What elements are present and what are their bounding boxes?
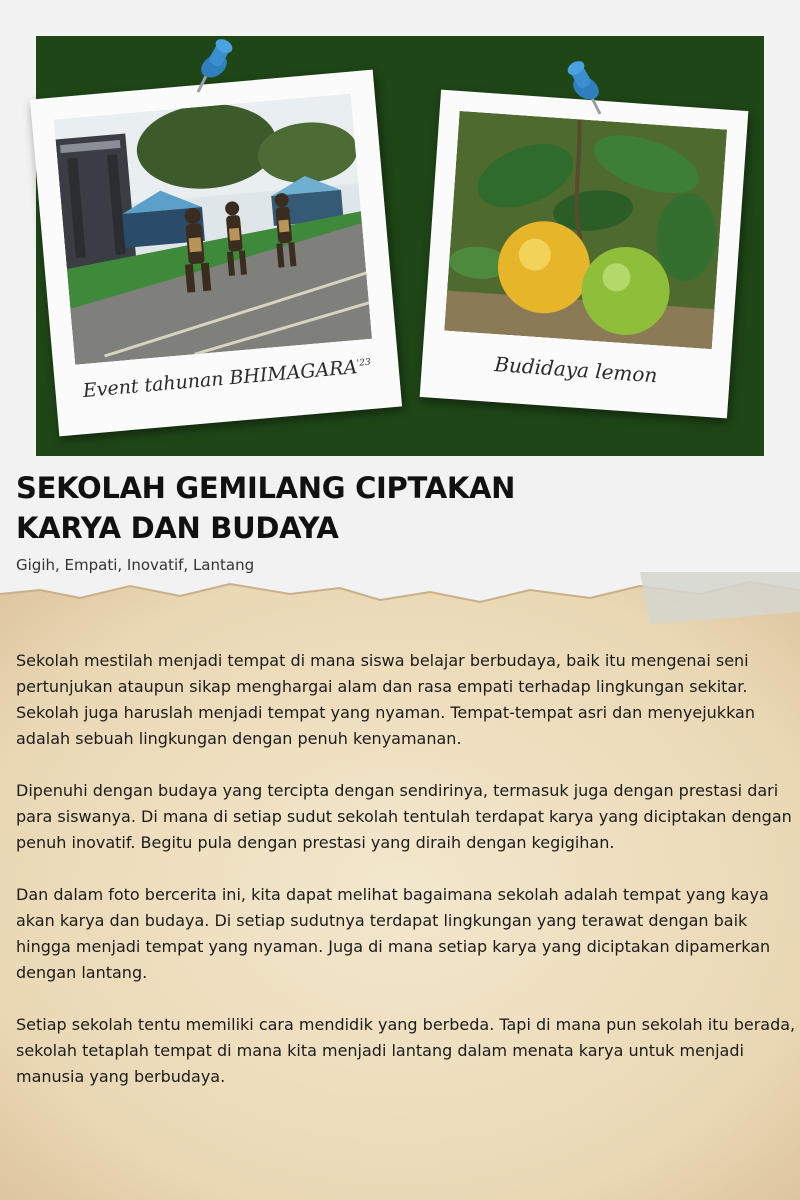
polaroid-lemon xyxy=(420,90,749,419)
page-title: SEKOLAH GEMILANG CIPTAKAN KARYA DAN BUDAYA xyxy=(16,471,516,545)
photo-caption: Event tahunan $BHIMAGARA^{'23}$ xyxy=(82,356,372,403)
subtitle: Gigih, Empati, Inovatif, Lantang xyxy=(16,556,255,574)
paragraph: Setiap sekolah tentu memiliki cara mendidik yang berbeda. Tapi di mana pun sekolah itu berada, sekolah tetaplah tempat di mana kita menjadi lantang dalam menata karya untuk menjadi manusia yang berbudaya. xyxy=(16,1015,796,1086)
push-pin-icon xyxy=(184,36,234,106)
photo-caption: Budidaya lemon xyxy=(493,352,659,388)
push-pin-icon xyxy=(564,58,614,128)
lemon-photo xyxy=(444,111,727,349)
paragraph: Sekolah mestilah menjadi tempat di mana siswa belajar berbudaya, baik itu mengenai seni pertunjukan ataupun sikap menghargai alam dan rasa empati terhadap lingkungan sekitar. Sekolah juga haruslah menjadi tempat yang nyaman. Tempat-tempat asri dan menyejukkan adalah sebuah lingkungan dengan penuh kenyamanan. xyxy=(16,651,755,748)
paragraph: Dan dalam foto bercerita ini, kita dapat melihat bagaimana sekolah adalah tempat yang kaya akan karya dan budaya. Di setiap sudutnya terdapat lingkungan yang terawat dengan baik hingga menjadi tempat yang nyaman. Juga di mana setiap karya yang diciptakan dipamerkan dengan lantang. xyxy=(16,885,771,982)
paragraph: Dipenuhi dengan budaya yang tercipta dengan sendirinya, termasuk juga dengan prestasi dari para siswanya. Di mana di setiap sudut sekolah tentulah terdapat karya yang diciptakan dengan penuh inovatif. Begitu pula dengan prestasi yang diraih dengan kegigihan. xyxy=(16,781,792,852)
event-photo xyxy=(54,94,372,365)
polaroid-event xyxy=(30,70,402,437)
article-body xyxy=(16,648,796,1116)
